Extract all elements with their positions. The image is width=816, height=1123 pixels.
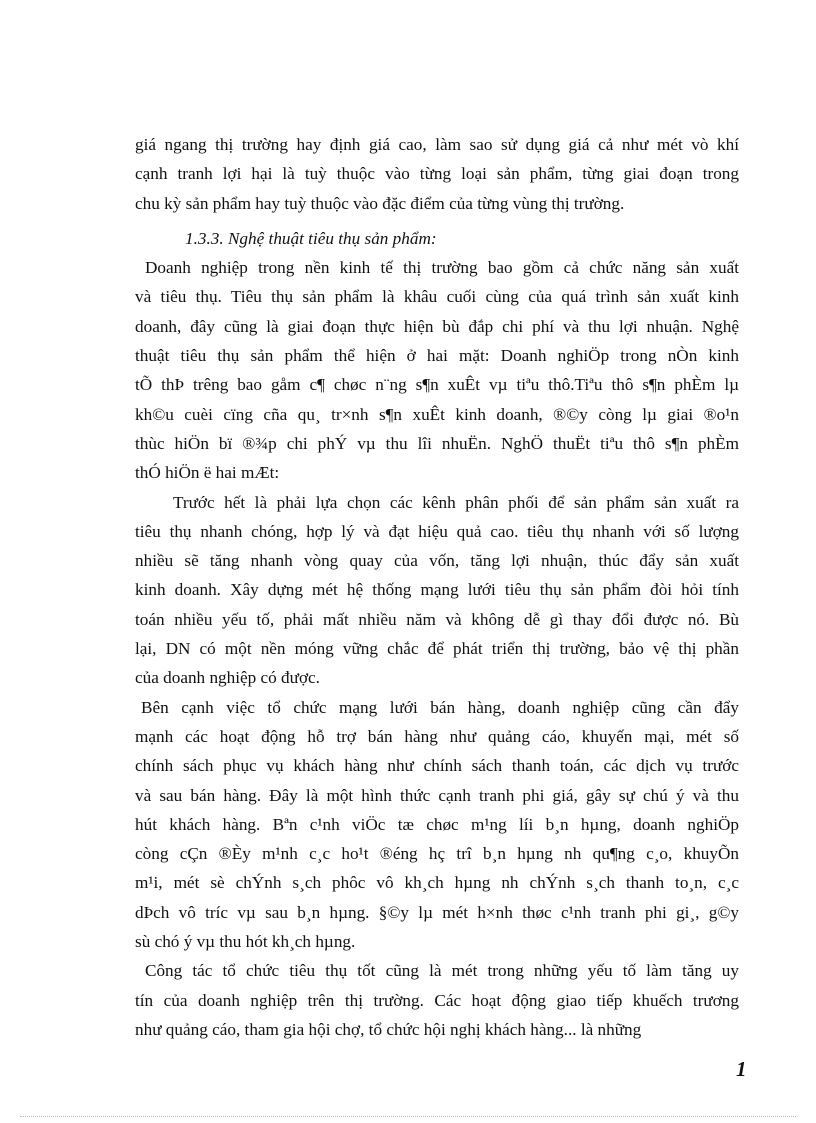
- page-number: 1: [736, 1057, 747, 1081]
- text-line: cạnh tranh lợi hại là tuỳ thuộc vào từng loại sản phẩm, từng giai đoạn trong: [135, 164, 739, 184]
- text-line: kinh doanh. Xây dựng mét hệ thống mạng lưới tiêu thụ sản phẩm đòi hỏi tính: [135, 580, 739, 600]
- footer-divider: [20, 1116, 796, 1117]
- text-line: lại, DN có một nền móng vững chắc để phát triển thị trường, bảo vệ thị phần: [135, 639, 739, 659]
- body-text: [135, 130, 739, 1044]
- text-line: còng cÇn ®Èy m¹nh c¸c ho¹t ®éng hç trî b¸n hµng nh qu¶ng c¸o, khuyÕn: [135, 844, 739, 864]
- text-line: Trước hết là phải lựa chọn các kênh phân phối để sản phẩm sản xuất ra: [173, 492, 739, 512]
- text-line: nhiều sẽ tăng nhanh vòng quay của vốn, tăng lợi nhuận, thúc đẩy sản xuất: [135, 551, 739, 571]
- text-line: kh©u cuèi cïng cña qu¸ tr×nh s¶n xuÊt kinh doanh, ®©y còng lµ giai ®o¹n: [135, 404, 739, 424]
- text-line: và sau bán hàng. Đây là một hình thức cạnh tranh phi giá, gây sự chú ý và thu: [135, 785, 739, 805]
- text-line: Doanh nghiệp trong nền kinh tế thị trường bao gồm cả chức năng sản xuất: [145, 258, 739, 278]
- text-line: và tiêu thụ. Tiêu thụ sản phẩm là khâu cuối cùng của quá trình sản xuất kinh: [135, 287, 739, 307]
- text-line: Công tác tổ chức tiêu thụ tốt cũng là mét trong những yếu tố làm tăng uy: [145, 961, 739, 981]
- text-line: thuật tiêu thụ sản phẩm thể hiện ở hai mặt: Doanh nghiÖp trong nÒn kinh: [135, 346, 739, 366]
- text-line: thÓ hiÖn ë hai mÆt:: [135, 463, 280, 483]
- text-line: Bên cạnh việc tổ chức mạng lưới bán hàng, doanh nghiệp cũng cần đẩy: [141, 697, 739, 717]
- text-line: của doanh nghiệp có được.: [135, 668, 320, 688]
- text-line: m¹i, mét sè chÝnh s¸ch phôc vô kh¸ch hµng nh chÝnh s¸ch thanh to¸n, c¸c: [135, 873, 739, 893]
- text-line: tÕ thÞ trêng bao gåm c¶ chøc n¨ng s¶n xuÊt vµ tiªu thô.Tiªu thô s¶n phÈm lµ: [135, 375, 739, 395]
- text-line: toán nhiều yếu tố, phải mất nhiều năm và không dễ gì thay đổi được nó. Bù: [135, 609, 739, 629]
- section-heading: 1.3.3. Nghệ thuật tiêu thụ sản phẩm:: [185, 228, 437, 248]
- text-line: tín của doanh nghiệp trên thị trường. Các hoạt động giao tiếp khuếch trương: [135, 990, 739, 1010]
- text-line: dÞch vô tríc vµ sau b¸n hµng. §©y lµ mét h×nh thøc c¹nh tranh phi gi¸, g©y: [135, 902, 739, 922]
- text-line: hút khách hàng. Bªn c¹nh viÖc tæ chøc m¹ng líi b¸n hµng, doanh nghiÖp: [135, 814, 739, 834]
- text-line: chu kỳ sản phẩm hay tuỳ thuộc vào đặc điểm của từng vùng thị trường.: [135, 193, 625, 213]
- text-line: chính sách phục vụ khách hàng như chính sách thanh toán, các dịch vụ trước: [135, 756, 739, 776]
- text-line: thùc hiÖn bï ®¾p chi phÝ vµ thu lîi nhuËn. NghÖ thuËt tiªu thô s¶n phÈm: [135, 433, 739, 453]
- text-line: tiêu thụ nhanh chóng, hợp lý và đạt hiệu quả cao. tiêu thụ nhanh với số lượng: [135, 521, 739, 541]
- text-line: như quảng cáo, tham gia hội chợ, tổ chức hội nghị khách hàng... là những: [135, 1019, 642, 1039]
- text-line: giá ngang thị trường hay định giá cao, làm sao sử dụng giá cả như mét vò khí: [135, 135, 739, 154]
- text-line: doanh, đây cũng là giai đoạn thực hiện bù đắp chi phí và thu lợi nhuận. Nghệ: [135, 316, 739, 336]
- text-line: sù chó ý vµ thu hót kh¸ch hµng.: [135, 932, 356, 952]
- text-line: mạnh các hoạt động hỗ trợ bán hàng như quảng cáo, khuyến mại, mét số: [135, 726, 739, 746]
